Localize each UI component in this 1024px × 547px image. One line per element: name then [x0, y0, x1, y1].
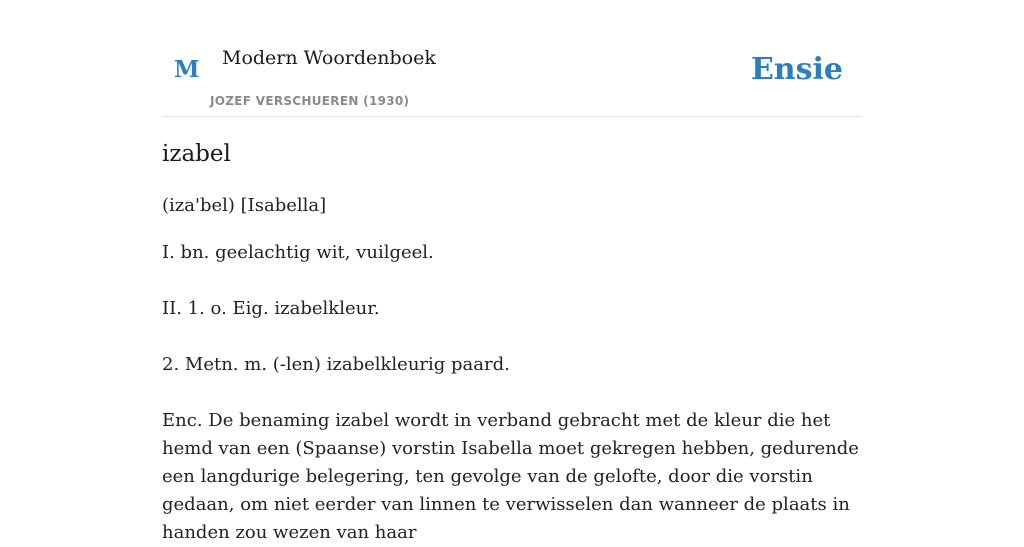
dictionary-author: JOZEF VERSCHUEREN (1930) — [210, 94, 410, 108]
definition-1: I. bn. geelachtig wit, vuilgeel. — [162, 242, 434, 263]
ensie-brand-link[interactable]: Ensie — [750, 52, 843, 87]
definition-3: 2. Metn. m. (-len) izabelkleurig paard. — [162, 354, 510, 375]
dictionary-logo[interactable]: M — [174, 56, 200, 83]
page — [162, 0, 862, 543]
entry-content — [162, 192, 862, 547]
definition-2: II. 1. o. Eig. izabelkleur. — [162, 298, 380, 319]
dictionary-header — [162, 0, 862, 117]
entry-title: izabel — [162, 141, 231, 167]
pronunciation: (iza'bel) [Isabella] — [162, 195, 327, 216]
encyclopedic-note: Enc. De benaming izabel wordt in verband gebracht met de kleur die het hemd van een (Spaanse) vorstin Isabella moet gekregen hebben, gedurende een langdurige belegering, ten gevolge van de gelofte, door die vorstin gedaan, om niet eerder van linnen te verwisselen dan wanneer de plaats in handen zou wezen van haar — [162, 410, 859, 543]
dictionary-title[interactable]: Modern Woordenboek — [222, 47, 436, 69]
